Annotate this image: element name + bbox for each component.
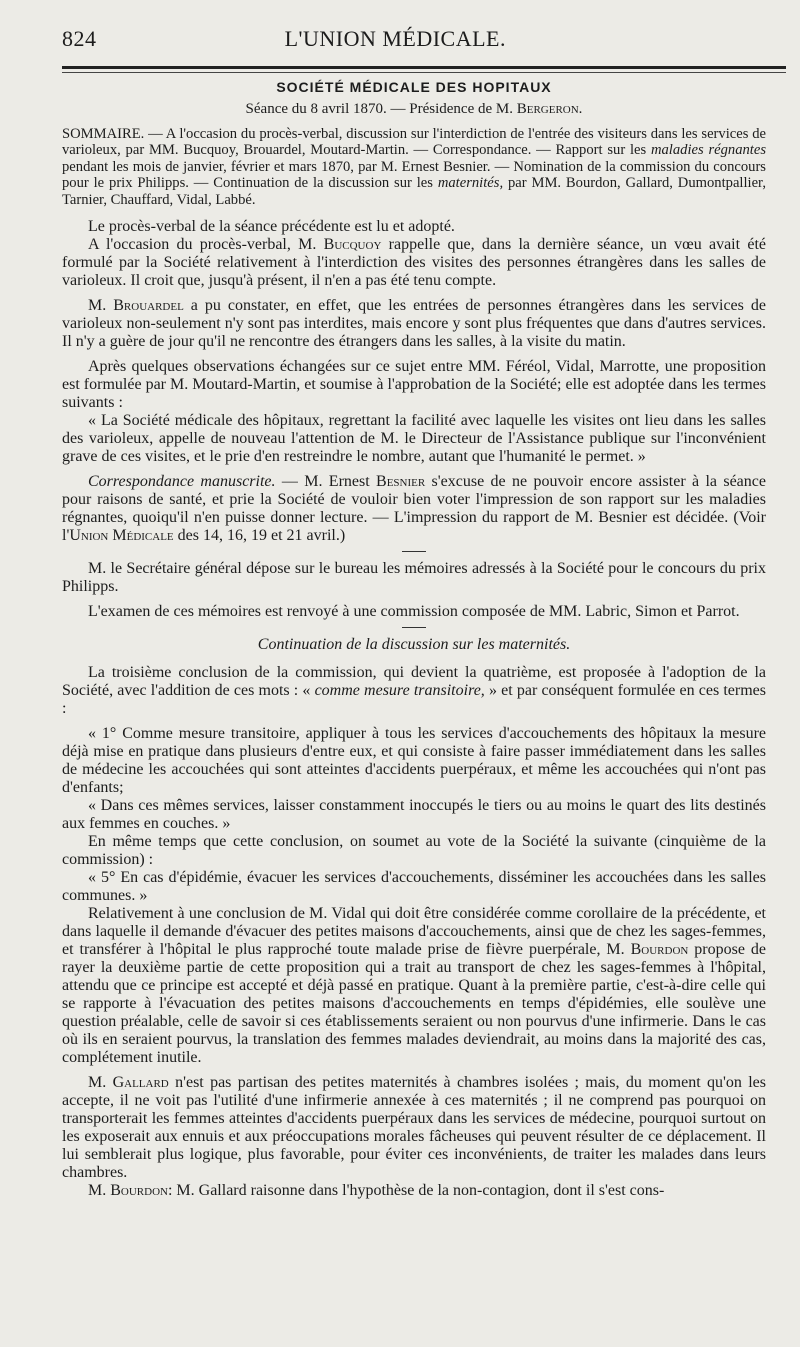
separator-dash [402, 551, 426, 552]
president-name: Bergeron. [516, 101, 583, 117]
text-run: s'excuse de ne pouvoir encore assister à la séance pour raisons de santé, et prie la Société de vouloir bien voter l'impression de son rapport sur les maladies régnantes, quoiqu'il n'en puisse donner lecture. — L'impression du rapport de M. Besnier est décidée. (Voir l' [62, 473, 766, 545]
text-run: — M. Ernest [275, 473, 377, 491]
speaker-name: M. Bourdon [88, 1182, 168, 1200]
speaker-name: M. Gallard [88, 1074, 169, 1092]
paragraph-measure-1: « 1° Comme mesure transitoire, appliquer à tous les services d'accouchements des hôpitaux la mesure déjà mise en pratique dans plusieurs d'entre eux, et qui consiste à faire passer immédiatement dans les salles de médecine les accouchées qui sont atteintes d'accidents puerpéraux, et même les accouchées qui n'ont pas d'enfants; [62, 725, 766, 797]
italic-run: Correspondance manuscrite. [88, 473, 276, 491]
paragraph-gallard [62, 1074, 766, 1182]
paragraph-proposal: Après quelques observations échangées sur ce sujet entre MM. Féréol, Vidal, Marrotte, une proposition est formulée par M. Moutard-Martin, et soumise à l'approbation de la Société; elle est adoptée dans les termes suivants : [62, 358, 766, 412]
paragraph-third-conclusion [62, 664, 766, 718]
speaker-name: Besnier [376, 473, 426, 491]
running-header [62, 26, 766, 60]
summary-part-2: pendant les mois de janvier, février et mars 1870, par M. Ernest Besnier. — Nomination de la commission du concours pour le prix Philipps. — Continuation de la discussion sur les [62, 158, 766, 192]
paragraph-secretary: M. le Secrétaire général dépose sur le bureau les mémoires adressés à la Société pour le concours du prix Philipps. [62, 560, 766, 596]
summary-part-3: par MM. Bourdon, Gallard, Dumontpallier, Tarnier, Chauffard, Vidal, Labbé. [62, 175, 766, 208]
paragraph-vote: En même temps que cette conclusion, on soumet au vote de la Société la suivante (cinquième de la commission) : [62, 833, 766, 869]
text-run: des 14, 16, 19 et 21 avril.) [173, 527, 346, 545]
speaker-name: Bucquoy [323, 236, 382, 254]
summary-lead: SOMMAIRE. — [62, 126, 166, 142]
paragraph-bourdon-reply [62, 1182, 766, 1200]
seance-text: Séance du 8 avril 1870. — Présidence de M. [245, 101, 517, 117]
seance-line [62, 101, 766, 118]
header-rule-thin [62, 72, 786, 73]
text-run: rappelle que, dans la dernière séance, un vœu avait été formulé par la Société relativement à l'interdiction des visites des personnes étrangères dans les salles de varioleux. Il croit que, jusqu'à présent, il n'en a pas été tenu compte. [62, 236, 766, 290]
paragraph-brouardel [62, 297, 766, 351]
text-run: La troisième conclusion de la commission, qui devient la quatrième, est proposée à l'adoption de la Société, avec l'addition de ces mots : « [62, 664, 766, 700]
text-run: A l'occasion du procès-verbal, M. [88, 236, 324, 254]
summary-italic-1: maladies régnantes [650, 142, 766, 159]
text-run: » et par conséquent formulée en ces termes : [62, 682, 767, 718]
text-run: Relativement à une conclusion de M. Vidal qui doit être considérée comme corollaire de la précédente, et dans laquelle il demande d'évacuer des petites maisons d'accouchements, ainsi que de chez les sages-femmes, et transférer à l'hôpital le plus rapproché toute malade prise de fièvre puerpérale, M. [62, 905, 766, 959]
text-run: n'est pas partisan des petites maternités à chambres isolées ; mais, du moment qu'on les accepte, il ne voit pas l'utilité d'une infirmerie annexée à ces maternités ; il ne comprend pas pourquoi on transporterait les femmes atteintes d'accidents puerpéraux dans les services de médecine, pourquoi surtout on les exposerait aux ennuis et aux préoccupations morales fâcheuses qui peuvent résulter de ce déplacement. Il lui semblerait plus logique, plus favorable, pour éviter ces inconvénients, de traiter les malades dans leurs chambres. [62, 1074, 766, 1182]
page-number: 824 [62, 26, 97, 51]
journal-reference: Union Médicale [69, 527, 174, 545]
paragraph-measure-beds: « Dans ces mêmes services, laisser constamment inoccupés le tiers ou au moins le quart des lits destinés aux femmes en couches. » [62, 797, 766, 833]
speaker-name: M. Brouardel [88, 297, 184, 315]
paragraph-minutes: Le procès-verbal de la séance précédente est lu et adopté. [88, 218, 455, 236]
journal-title: L'UNION MÉDICALE. [284, 26, 506, 51]
italic-run: comme mesure transitoire, [314, 682, 485, 700]
paragraph-bucquoy [62, 236, 766, 290]
society-title: SOCIÉTÉ MÉDICALE DES HOPITAUX [276, 79, 552, 95]
paragraph-bourdon [62, 905, 766, 1067]
summary-italic-2: maternités, [437, 175, 504, 192]
paragraph-measure-5: « 5° En cas d'épidémie, évacuer les services d'accouchements, disséminer les accouchées dans les salles communes. » [62, 869, 766, 905]
paragraph-resolution: « La Société médicale des hôpitaux, regrettant la facilité avec laquelle les visites ont lieu dans les salles des varioleux, appelle de nouveau l'attention de M. le Directeur de l'Assistance publique sur l'inconvénient grave de ces visites, et le prie d'en restreindre le nombre, autant que l'humanité le permet. » [62, 412, 766, 466]
speaker-name: Bourdon [630, 941, 689, 959]
separator-dash [402, 627, 426, 628]
section-heading: Continuation de la discussion sur les maternités. [257, 636, 571, 654]
summary [62, 126, 766, 208]
text-run: propose de rayer la deuxième partie de cette proposition qui a trait au transport de chez les sages-femmes à l'hôpital, attendu que ce principe est accepté et déjà passé en pratique. Quant à la première partie, c'est-à-dire celle qui se rapporte à l'évacuation des petites maisons d'accouchements en temps d'épidémies, elle soulève une question préalable, celle de savoir si ces établissements seraient ou non pourvus d'une infirmerie. Dans le cas où ils en seraient pourvus, la translation des femmes malades deviendrait, au moins dans la majorité des cas, complétement inutile. [62, 941, 766, 1067]
text-run: : M. Gallard raisonne dans l'hypothèse de la non-contagion, dont il s'est cons- [167, 1182, 665, 1200]
text-run: a pu constater, en effet, que les entrées de personnes étrangères dans les services de varioleux non-seulement n'y sont pas interdites, mais encore y sont plus fréquentes que dans d'autres services. Il n'y a guère de jour qu'il ne rencontre des étrangers dans les salles, à la visite du matin. [62, 297, 766, 351]
summary-part-1: A l'occasion du procès-verbal, discussion sur l'interdiction de l'entrée des visiteurs dans les services de varioleux, par MM. Bucquoy, Brouardel, Moutard-Martin. — Correspondance. — Rapport sur les [62, 126, 767, 159]
paragraph-correspondence [62, 473, 766, 545]
header-rule [62, 66, 786, 69]
paragraph-commission: L'examen de ces mémoires est renvoyé à une commission composée de MM. Labric, Simon et Parrot. [88, 603, 740, 621]
